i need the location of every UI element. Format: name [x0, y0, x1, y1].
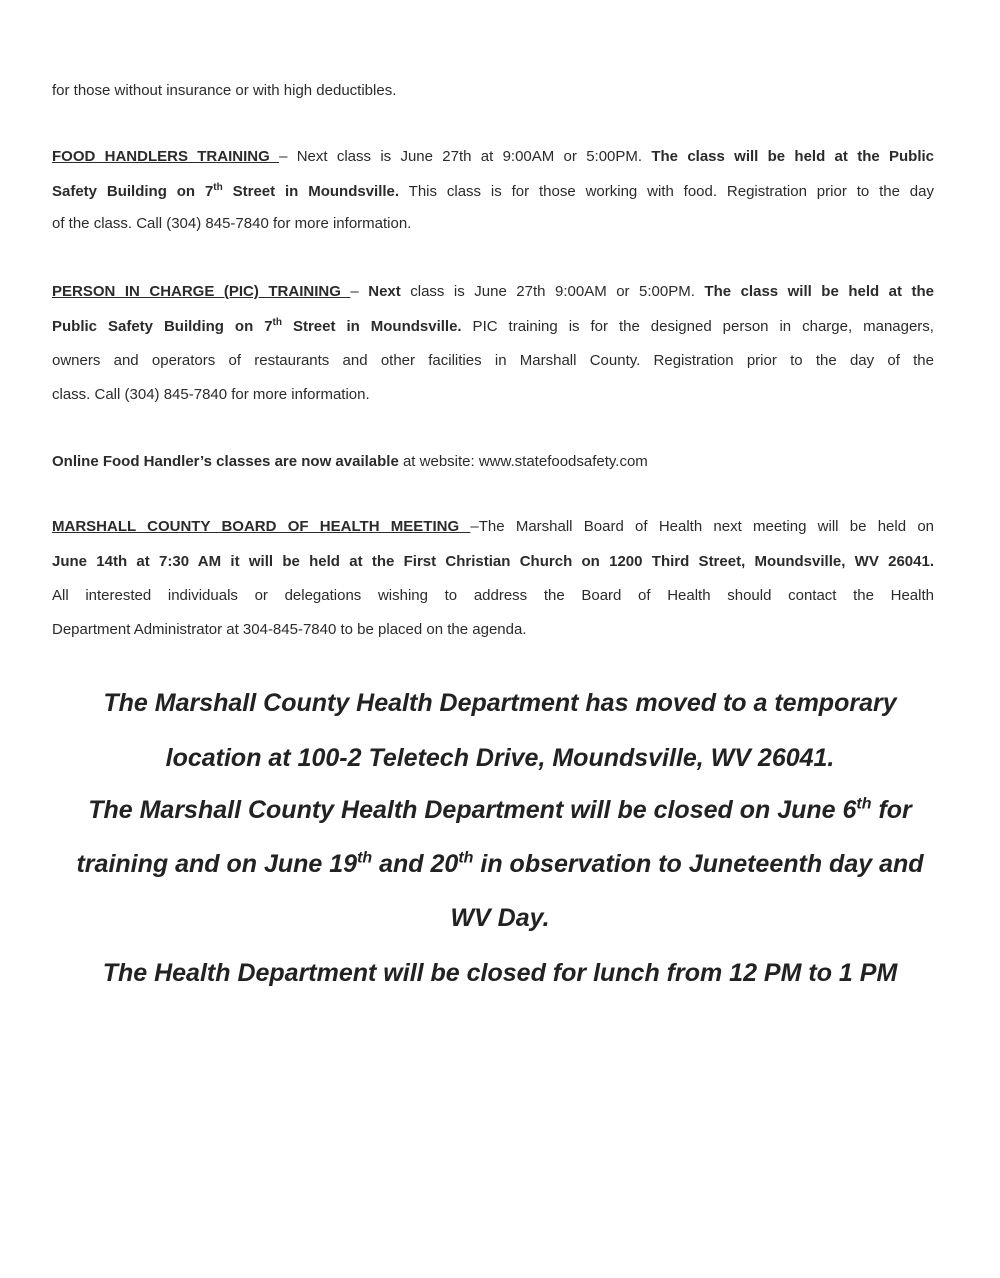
- notice-closed-b: for: [871, 796, 912, 824]
- board-heading: MARSHALL COUNTY BOARD OF HEALTH MEETING: [52, 518, 471, 535]
- pic-location-b: Public Safety Building on 7: [52, 318, 273, 335]
- pic-line-2: [52, 318, 934, 336]
- pic-location-c: Street in Moundsville.: [282, 318, 462, 335]
- food-handlers-location-c: Street in Moundsville.: [222, 183, 400, 200]
- notice-moved-b: location at 100-2 Teletech Drive, Moundsville, WV 26041.: [165, 744, 835, 772]
- food-handlers-line-3: [52, 215, 411, 233]
- pic-heading: PERSON IN CHARGE (PIC) TRAINING: [52, 283, 351, 300]
- pic-dash: –: [350, 283, 369, 300]
- food-handlers-location-b: Safety Building on 7: [52, 183, 214, 200]
- board-line-4: [52, 621, 527, 639]
- pic-contact: class. Call (304) 845-7840 for more information.: [52, 386, 370, 403]
- food-handlers-line-2: [52, 183, 934, 201]
- pic-schedule: class is June 27th 9:00AM or 5:00PM.: [400, 283, 705, 300]
- food-handlers-heading: FOOD HANDLERS TRAINING: [52, 148, 280, 165]
- notice-closed-line-3: [0, 903, 1000, 933]
- superscript: th: [458, 849, 474, 867]
- pic-next: Next: [368, 283, 401, 300]
- notice-closed-a: The Marshall County Health Department will be closed on June 6: [88, 796, 857, 824]
- pic-location-a: The class will be held at the: [704, 283, 935, 300]
- pic-description-a: PIC training is for the designed person in charge, managers,: [461, 318, 934, 335]
- board-intro: –The Marshall Board of Health next meeting will be held on: [470, 518, 935, 535]
- online-classes-website: at website: www.statefoodsafety.com: [398, 453, 648, 470]
- food-handlers-location-a: The class will be held at the Public: [651, 148, 934, 165]
- notice-moved-line-2: [0, 743, 1000, 773]
- board-line-3: [52, 587, 934, 605]
- board-line-2: [52, 553, 934, 571]
- food-handlers-contact: of the class. Call (304) 845-7840 for more information.: [52, 215, 412, 232]
- food-handlers-line-1: [52, 148, 934, 166]
- board-meeting-details: June 14th at 7:30 AM it will be held at the First Christian Church on 1200 Third Street, Moundsville, WV 26041.: [52, 553, 934, 570]
- food-handlers-description: This class is for those working with food. Registration prior to the day: [399, 183, 934, 200]
- board-instructions-b: Department Administrator at 304-845-7840 to be placed on the agenda.: [52, 621, 527, 638]
- superscript: th: [357, 849, 373, 867]
- notice-moved-line-1: [0, 688, 1000, 718]
- superscript: th: [856, 795, 872, 813]
- notice-lunch: The Health Department will be closed for lunch from 12 PM to 1 PM: [102, 959, 898, 987]
- superscript: th: [213, 182, 223, 193]
- board-instructions-a: All interested individuals or delegations wishing to address the Board of Health should contact the Health: [52, 587, 934, 604]
- notice-closed-line-1: [0, 795, 1000, 825]
- pic-line-3: [52, 352, 934, 370]
- notice-closed-e: in observation to Juneteenth day and: [473, 850, 924, 878]
- board-line-1: [52, 518, 934, 536]
- notice-closed-c: training and on June 19: [76, 850, 358, 878]
- intro-text: [52, 82, 396, 100]
- pic-description-b: owners and operators of restaurants and other facilities in Marshall County. Registration prior to the day of the: [52, 352, 934, 369]
- notice-closed-d: and 20: [372, 850, 459, 878]
- notice-closed-line-2: [0, 849, 1000, 879]
- notice-lunch-line: [0, 958, 1000, 988]
- notice-moved-a: The Marshall County Health Department has moved to a temporary: [103, 689, 897, 717]
- online-classes-notice: Online Food Handler’s classes are now available: [52, 453, 399, 470]
- superscript: th: [272, 317, 282, 328]
- food-handlers-schedule: – Next class is June 27th at 9:00AM or 5:00PM.: [279, 148, 652, 165]
- intro-line: for those without insurance or with high deductibles.: [52, 82, 397, 99]
- online-classes-line: [52, 453, 648, 471]
- pic-line-4: [52, 386, 370, 404]
- notice-closed-f: WV Day.: [450, 904, 550, 932]
- pic-line-1: [52, 283, 934, 301]
